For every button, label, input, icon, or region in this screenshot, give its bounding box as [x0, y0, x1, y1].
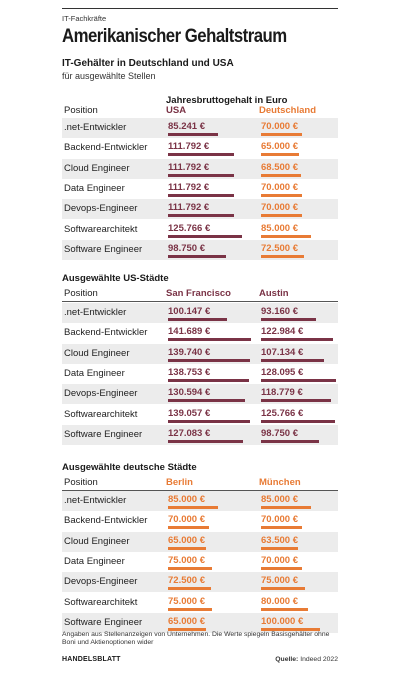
subsubtitle: für ausgewählte Stellen [62, 71, 156, 81]
salary-bar [168, 133, 218, 136]
salary-bar [168, 440, 243, 443]
table-row [62, 179, 338, 199]
value-label: 139.740 € [168, 346, 211, 358]
table-row [62, 552, 338, 572]
salary-bar [168, 420, 250, 423]
table-row [62, 572, 338, 592]
salary-bar [168, 587, 211, 590]
position-label: Data Engineer [64, 555, 125, 567]
position-label: Softwarearchitekt [64, 596, 138, 608]
table-row [62, 323, 338, 343]
value-label: 127.083 € [168, 427, 211, 439]
salary-bar [261, 174, 301, 177]
value-label: 85.241 € [168, 121, 205, 132]
table-row [62, 240, 338, 260]
value-label: 130.594 € [168, 387, 211, 399]
position-label: Software Engineer [64, 428, 143, 440]
value-label: 72.500 € [168, 575, 205, 587]
value-label: 111.792 € [168, 141, 210, 153]
salary-bar [168, 359, 250, 362]
salary-bar [261, 440, 319, 443]
value-label: 111.792 € [168, 181, 210, 193]
column-header-series: München [259, 477, 301, 488]
salary-bar [261, 214, 302, 217]
salary-bar [261, 526, 302, 529]
column-header-series: Deutschland [259, 105, 317, 116]
column-header-series: USA [166, 105, 187, 116]
page-title: Amerikanischer Gehaltstraum [62, 25, 287, 47]
column-header-position: Position [64, 477, 98, 488]
salary-bar [261, 133, 302, 136]
salary-bar [261, 420, 335, 423]
salary-bar [168, 608, 212, 611]
salary-bar [261, 399, 331, 402]
position-label: Backend-Entwickler [64, 327, 148, 339]
salary-bar [168, 379, 249, 382]
salary-bar [261, 359, 324, 362]
position-label: Software Engineer [64, 616, 143, 628]
section-title: Ausgewählte deutsche Städte [62, 462, 197, 473]
salary-bar [168, 214, 234, 217]
value-label: 125.766 € [261, 407, 304, 419]
salary-bar [261, 608, 308, 611]
salary-bar [261, 255, 304, 258]
salary-bar [261, 567, 302, 570]
salary-bar [168, 526, 209, 529]
position-label: Backend-Entwickler [64, 515, 148, 527]
value-label: 63.500 € [261, 534, 298, 546]
table-row [62, 118, 338, 138]
source-label: Quelle: [275, 656, 299, 663]
value-label: 75.000 € [168, 554, 205, 566]
value-label: 68.500 € [261, 161, 298, 173]
table-row [62, 344, 338, 364]
value-label: 139.057 € [168, 407, 211, 419]
position-label: Data Engineer [64, 182, 125, 194]
table-row [62, 491, 338, 511]
value-label: 70.000 € [168, 514, 205, 526]
section-title: Ausgewählte US-Städte [62, 273, 169, 284]
column-group-label: Jahresbruttogehalt in Euro [166, 95, 288, 106]
table-row [62, 425, 338, 445]
salary-bar [261, 379, 336, 382]
position-label: Cloud Engineer [64, 162, 130, 174]
salary-bar [168, 194, 234, 197]
table-row [62, 220, 338, 240]
table-row [62, 364, 338, 384]
table-row [62, 159, 338, 179]
value-label: 93.160 € [261, 306, 298, 317]
value-label: 98.750 € [261, 427, 298, 439]
position-label: Software Engineer [64, 243, 143, 255]
salary-bar [261, 235, 311, 238]
value-label: 85.000 € [261, 494, 298, 505]
salary-bar [261, 194, 302, 197]
source-text: Indeed 2022 [300, 656, 338, 663]
salary-bar [168, 399, 245, 402]
table-row [62, 511, 338, 531]
value-label: 111.792 € [168, 202, 210, 214]
salary-bar [261, 318, 316, 321]
salary-bar [168, 547, 206, 550]
value-label: 75.000 € [168, 595, 205, 607]
column-header-series: Austin [259, 288, 289, 299]
salary-bar [168, 235, 242, 238]
table-row [62, 138, 338, 158]
value-label: 98.750 € [168, 242, 205, 254]
position-label: Data Engineer [64, 367, 125, 379]
salary-bar [168, 174, 234, 177]
position-label: .net-Entwickler [64, 307, 127, 318]
value-label: 111.792 € [168, 161, 210, 173]
value-label: 70.000 € [261, 554, 298, 566]
position-label: Cloud Engineer [64, 535, 130, 547]
value-label: 65.000 € [261, 141, 298, 153]
value-label: 65.000 € [168, 534, 205, 546]
position-label: Backend-Entwickler [64, 142, 148, 154]
value-label: 100.000 € [261, 615, 304, 627]
position-label: Softwarearchitekt [64, 223, 138, 235]
table-row [62, 384, 338, 404]
value-label: 80.000 € [261, 595, 298, 607]
value-label: 138.753 € [168, 366, 211, 378]
table-row [62, 593, 338, 613]
table-row [62, 613, 338, 633]
column-header-series: San Francisco [166, 288, 231, 299]
value-label: 85.000 € [261, 222, 298, 234]
position-label: Softwarearchitekt [64, 408, 138, 420]
source [275, 656, 338, 663]
value-label: 107.134 € [261, 346, 304, 358]
value-label: 122.984 € [261, 326, 304, 338]
column-header-series: Berlin [166, 477, 193, 488]
table-header [62, 287, 338, 302]
salary-bar [261, 153, 299, 156]
footnote: Angaben aus Stellenanzeigen von Unternehmen. Die Werte spiegeln Basisgehälter ohne Boni und Aktienoptionen wider [62, 631, 330, 646]
value-label: 100.147 € [168, 306, 211, 317]
value-label: 125.766 € [168, 222, 211, 234]
salary-bar [168, 255, 226, 258]
value-label: 85.000 € [168, 494, 205, 505]
column-header-position: Position [64, 288, 98, 299]
value-label: 70.000 € [261, 514, 298, 526]
value-label: 70.000 € [261, 202, 298, 214]
value-label: 128.095 € [261, 366, 304, 378]
salary-bar [168, 506, 218, 509]
brand-logo: HANDELSBLATT [62, 656, 121, 663]
salary-bar [261, 338, 333, 341]
salary-bar [261, 506, 311, 509]
position-label: Cloud Engineer [64, 347, 130, 359]
position-label: .net-Entwickler [64, 495, 127, 506]
value-label: 65.000 € [168, 615, 205, 627]
value-label: 75.000 € [261, 575, 298, 587]
table-row [62, 405, 338, 425]
salary-bar [168, 567, 212, 570]
value-label: 70.000 € [261, 121, 298, 132]
position-label: .net-Entwickler [64, 122, 127, 133]
value-label: 118.779 € [261, 387, 303, 399]
value-label: 141.689 € [168, 326, 211, 338]
salary-bar [168, 153, 234, 156]
value-label: 70.000 € [261, 181, 298, 193]
position-label: Devops-Engineer [64, 203, 138, 215]
salary-bar [168, 338, 251, 341]
subtitle: IT-Gehälter in Deutschland und USA [62, 58, 234, 69]
table-header [62, 104, 338, 119]
salary-bar [168, 318, 227, 321]
table-header [62, 476, 338, 491]
column-header-position: Position [64, 105, 98, 116]
table-row [62, 199, 338, 219]
salary-bar [261, 547, 298, 550]
kicker: IT-Fachkräfte [62, 14, 107, 23]
salary-bar [261, 587, 305, 590]
value-label: 72.500 € [261, 242, 298, 254]
top-rule [62, 8, 338, 9]
table-row [62, 532, 338, 552]
position-label: Devops-Engineer [64, 388, 138, 400]
table-row [62, 303, 338, 323]
position-label: Devops-Engineer [64, 576, 138, 588]
